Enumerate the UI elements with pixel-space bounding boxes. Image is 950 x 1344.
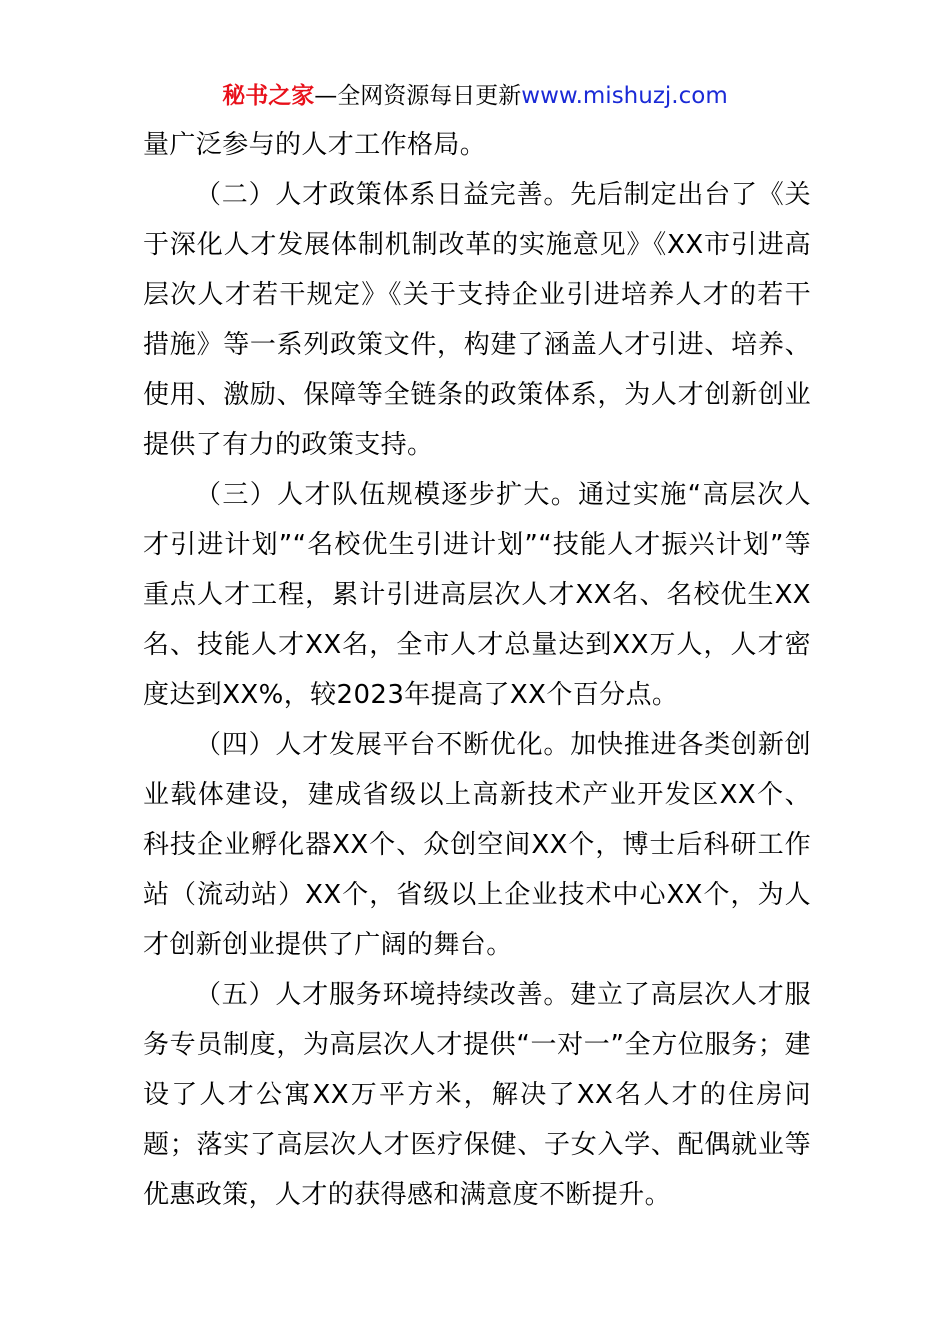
site-brand: 秘书之家 [222, 83, 315, 109]
document-body [143, 120, 811, 1220]
paragraph-service-environment: （五）人才服务环境持续改善。建立了高层次人才服务专员制度，为高层次人才提供“一对一”全方位服务；建设了人才公寓XX万平方米，解决了XX名人才的住房问题；落实了高层次人才医疗保健、子女入学、配偶就业等优惠政策，人才的获得感和满意度不断提升。 [143, 980, 811, 1210]
paragraph-continuation: 量广泛参与的人才工作格局。 [143, 130, 487, 160]
paragraph-policy-system: （二）人才政策体系日益完善。先后制定出台了《关于深化人才发展体制机制改革的实施意见》《XX市引进高层次人才若干规定》《关于支持企业引进培养人才的若干措施》等一系列政策文件，构建了涵盖人才引进、培养、使用、激励、保障等全链条的政策体系，为人才创新创业提供了有力的政策支持。 [143, 180, 811, 460]
paragraph-talent-scale: （三）人才队伍规模逐步扩大。通过实施“高层次人才引进计划”“名校优生引进计划”“技能人才振兴计划”等重点人才工程，累计引进高层次人才XX名、名校优生XX名、技能人才XX名，全市人才总量达到XX万人，人才密度达到XX%，较2023年提高了XX个百分点。 [143, 480, 811, 710]
site-header [0, 80, 950, 112]
header-tagline: —全网资源每日更新 [314, 83, 522, 109]
paragraph-platform: （四）人才发展平台不断优化。加快推进各类创新创业载体建设，建成省级以上高新技术产业开发区XX个、科技企业孵化器XX个、众创空间XX个，博士后科研工作站（流动站）XX个，省级以上企业技术中心XX个，为人才创新创业提供了广阔的舞台。 [143, 730, 811, 960]
site-url-link[interactable]: www.mishuzj.com [521, 83, 728, 109]
